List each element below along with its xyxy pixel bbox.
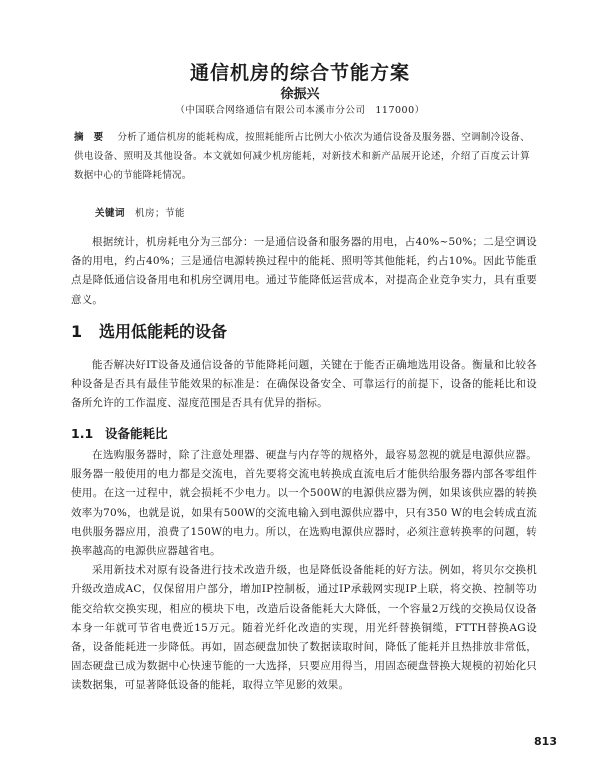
keywords bbox=[95, 205, 515, 223]
author-affiliation: （中国联合网络通信有限公司本溪市分公司 117000） bbox=[175, 105, 425, 116]
author-name: 徐振兴 bbox=[280, 87, 320, 102]
section-1-number: 1 bbox=[71, 322, 83, 341]
abstract-text: 分析了通信机房的能耗构成，按照耗能所占比例大小依次为通信设备及服务器、空调制冷设备、供电设备、照明及其他设备。本文就如何减少机房能耗，对新技术和新产品展开论述，介绍了百度云计算数据中心的节能降耗情况。 bbox=[74, 132, 530, 181]
section-1-1-body bbox=[71, 446, 537, 696]
intro-paragraph: 根据统计，机房耗电分为三部分：一是通信设备和服务器的用电，占40%~50%；二是空调设备的用电，约占40%；三是通信电源转换过程中的能耗、照明等其他能耗，约占10%。因此节能重点是降低通信设备用电和机房空调用电。通过节能降低运营成本，对提高企业竞争实力，具有重要意义。 bbox=[71, 236, 537, 306]
intro-section bbox=[71, 233, 537, 310]
keywords-text: 机房；节能 bbox=[135, 208, 186, 219]
page-number: 813 bbox=[534, 735, 557, 748]
section-1-1-paragraph-1: 在选购服务器时，除了注意处理器、硬盘与内存等的规格外，最容易忽视的就是电源供应器。服务器一般使用的电力都是交流电，首先要将交流电转换成直流电后才能供给服务器内部各零组件使用。在这一过程中，就会损耗不少电力。以一个500W的电源供应器为例，如果该供应器的转换效率为70%，也就是说，如果有500W的交流电输入到电源供应器中，只有350 W的电会转成直流电供服务器应用，浪费了150W的电力。所以，在选购电源供应器时，必须注意转换率的问题，转换率越高的电源供应器越省电。 bbox=[71, 449, 537, 558]
section-1-heading bbox=[71, 319, 537, 342]
section-1-paragraph: 能否解决好IT设备及通信设备的节能降耗问题，关键在于能否正确地选用设备。衡量和比较各种设备是否具有最佳节能效果的标准是：在确保设备安全、可靠运行的前提下，设备的能耗比和设备所允许的工作温度、湿度范围是否具有优异的指标。 bbox=[71, 359, 537, 410]
abstract-label: 摘 要 bbox=[74, 132, 104, 143]
section-1-1-number: 1.1 bbox=[71, 426, 94, 441]
section-1-title: 选用低能耗的设备 bbox=[99, 322, 228, 341]
paper-title: 通信机房的综合节能方案 bbox=[189, 62, 410, 84]
section-1-1-paragraph-2: 采用新技术对原有设备进行技术改造升级，也是降低设备能耗的好方法。例如，将贝尔交换机升级改造成AC，仅保留用户部分，增加IP控制板，通过IP承载网实现IP上联，将交换、控制等功能交给软交换实现，相应的模块下电，改造后设备能耗大大降低，一个容量2万线的交换局仅设备本身一年就可节省电费近15万元。随着光纤化改造的实现，用光纤替换铜缆，FTTH替换AG设备，设备能耗进一步降低。再如，固态硬盘加快了数据读取时间，降低了能耗并且热排放非常低，固态硬盘已成为数据中心快速节能的一大选择，只要应用得当，用固态硬盘替换大规模的初始化只读数据集，可显著降低设备的能耗，取得立竿见影的效果。 bbox=[71, 564, 537, 692]
abstract bbox=[74, 128, 530, 185]
section-1-1-heading bbox=[71, 424, 537, 442]
section-1-1-title: 设备能耗比 bbox=[105, 426, 168, 441]
section-1-body bbox=[71, 356, 537, 414]
keywords-label: 关键词 bbox=[95, 208, 126, 219]
